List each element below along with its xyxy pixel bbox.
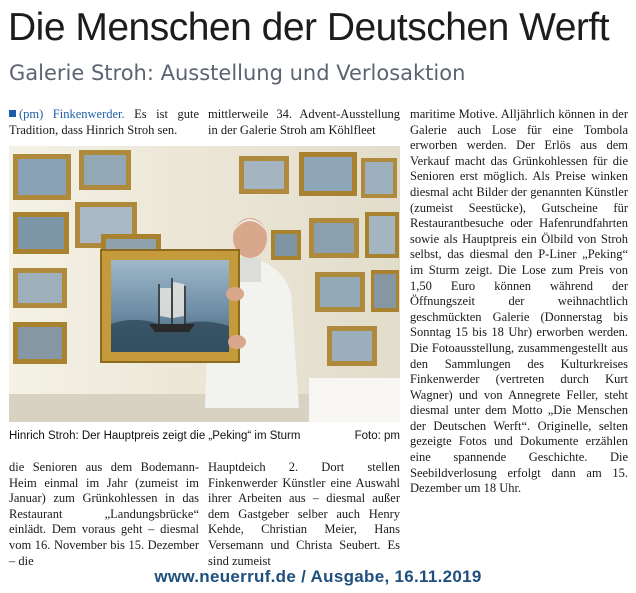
article-photo: [9, 146, 400, 422]
headline: Die Menschen der Deutschen Werft: [8, 6, 610, 49]
article-marker-icon: [9, 110, 16, 117]
article-column-2-bottom: [208, 460, 400, 569]
article-text-1: Es ist gute Tradition, dass Hinrich Stroh sen.: [9, 107, 199, 137]
gallery-photo-image: [9, 146, 400, 422]
dateline: (pm) Finkenwerder.: [19, 107, 125, 121]
photo-credit: Foto: pm: [354, 430, 400, 442]
article-column-2-top: [208, 107, 400, 138]
article-text-5: maritime Motive. Alljährlich können in der Galerie auch Lose für eine Tombola erworben werden. Der Erlös aus dem Verkauf macht das Grünkohlessen für die Senioren erst möglich. Als Preise winken diesmal acht Bilder der genannten Künstler (zumeist Seestücke), Gutscheine für Restaurantbesuche oder Hafenrundfahrten sowie als Hauptpreis ein Ölbild von Stroh selbst, das diesmal den P-Liner „Peking“ im Sturm zeigt. Die Lose zum Preis von 1,50 Euro können während der Öffnungszeit der weihnachtlich geschmückten Galerie (Donnerstag bis Sonntag 15 bis 18 Uhr) erworben werden. Die Fotoausstellung, zusammengestellt aus den Sammlungen des Kulturkreises Finkenwerder (vertreten durch Kurt Wagner) und von Annegrete Feller, steht diesmal unter dem Motto „Die Menschen der Deutschen Werft“. Originelle, selten gezeigte Fotos und Dokumente erzählen eine spannende Geschichte. Die Seebildverlosung erfolgt dann am 15. Dezember um 18 Uhr.: [410, 107, 628, 496]
footer-source-line: www.neuerruf.de / Ausgabe, 16.11.2019: [154, 567, 482, 586]
article-column-1-top: [9, 107, 199, 138]
photo-caption: [9, 428, 400, 444]
article-column-1-bottom: [9, 460, 199, 569]
article-text-4: Hauptdeich 2. Dort stellen Finkenwerder Künstler eine Auswahl ihrer Arbeiten aus – diesmal außer dem Gastgeber selber auch Henry Kehde, Christian Meier, Hans Versemann und Christa Seubert. Es sind zumeist: [208, 460, 400, 568]
photo-caption-text: Hinrich Stroh: Der Hauptpreis zeigt die „Peking“ im Sturm: [9, 430, 301, 442]
article-text-2: mittlerweile 34. Advent-Ausstellung in der Galerie Stroh am Köhlfleet: [208, 107, 400, 137]
article-column-3: [410, 107, 628, 497]
subheadline: Galerie Stroh: Ausstellung und Verlosaktion: [9, 61, 466, 85]
article-text-3: die Senioren aus dem Bodemann-Heim einmal im Jahr (zumeist im Januar) zum Grünkohlessen in das Restaurant „Landungsbrücke“ einlädt. Dem voraus geht – diesmal vom 16. November bis 15. Dezember – die: [9, 460, 199, 568]
